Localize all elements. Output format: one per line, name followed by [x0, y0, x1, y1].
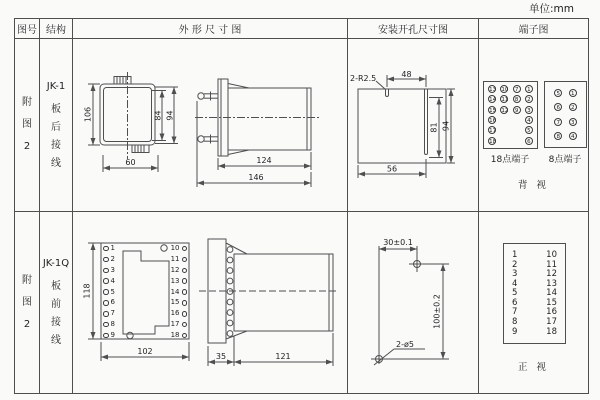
header-structure: 结构: [40, 19, 73, 39]
structure-row1: [40, 39, 73, 212]
terminal-cell-row1: [479, 39, 589, 212]
terminal-18pt-grid: [484, 82, 537, 148]
terminal-pin: 14: [489, 97, 497, 104]
dim-124: 124: [256, 156, 272, 165]
terminal-dot-icon: [103, 322, 109, 328]
dim-146: 146: [248, 173, 264, 182]
header-terminal-diagram: 端子图: [479, 19, 589, 39]
unit-label: 单位:mm: [529, 3, 574, 15]
terminal-pin: 9: [513, 106, 521, 114]
structure-char: 接: [51, 317, 61, 328]
outline-cell-row2: [73, 212, 348, 394]
terminal-pin: 18: [171, 332, 187, 339]
dim-94: 94: [165, 110, 175, 121]
model-label: JK-1Q: [42, 258, 70, 269]
structure-char: 线: [51, 157, 61, 169]
terminal-8pt-label: 8点端子: [548, 155, 582, 165]
dim-48: 48: [401, 70, 412, 79]
terminal-dot-icon: [182, 246, 188, 252]
header-mounting-dims: 安装开孔尺寸图: [348, 19, 479, 39]
structure-char: 接: [51, 139, 61, 151]
dim-35: 35: [215, 352, 227, 361]
mounting-cell-row2: [348, 212, 479, 394]
terminal-dot-icon: [103, 246, 109, 252]
fig-char: 2: [23, 318, 31, 330]
structure-char: 前: [51, 299, 61, 310]
terminal-pin: 5: [103, 289, 115, 296]
terminal-pin: 9: [512, 326, 518, 337]
terminal-pin: 8: [512, 316, 518, 327]
terminal-pin: 13: [546, 278, 557, 289]
terminal-pin: 10: [171, 245, 187, 252]
terminal-dot-icon: [182, 311, 188, 317]
terminal-pin: 14: [171, 289, 187, 296]
structure-row2: [40, 212, 73, 394]
terminal-dot-icon: [103, 278, 109, 284]
terminal-pin: 9: [103, 332, 115, 339]
terminal-pin: 3: [569, 118, 577, 126]
terminal-dot-icon: [182, 268, 188, 274]
terminal-left-column: [512, 251, 517, 336]
terminal-pin: 1: [525, 85, 533, 93]
terminal-18pt-front-box: [503, 243, 566, 344]
holes-diameter-label: 2-ø5: [396, 340, 414, 349]
outline-cell-row1: [73, 39, 348, 212]
terminal-pin: 12: [171, 267, 187, 274]
terminal-pin: 4: [525, 116, 533, 124]
spec-table: [14, 18, 589, 394]
terminal-pin: 7: [103, 310, 115, 317]
terminal-pin: 16: [546, 307, 557, 318]
terminal-dot-icon: [182, 300, 188, 306]
terminal-pin: 1: [569, 89, 577, 97]
terminal-pin: 17: [171, 321, 187, 328]
terminal-8pt-box: [544, 81, 587, 148]
terminal-pin: 6: [525, 137, 533, 145]
dim-118: 118: [82, 283, 92, 299]
terminal-pin: 4: [512, 278, 518, 289]
terminal-dot-icon: [103, 333, 109, 339]
terminal-pin: 5: [512, 288, 518, 299]
terminal-dot-icon: [103, 289, 109, 295]
structure-char: 后: [51, 121, 61, 133]
terminal-pin: 10: [546, 250, 557, 260]
fig-char: 附: [22, 274, 32, 286]
dim-84: 84: [153, 110, 163, 121]
terminal-pin: 10: [501, 87, 509, 94]
terminal-pin: 7: [513, 85, 521, 93]
terminal-dot-icon: [103, 300, 109, 306]
terminal-pin: 7: [554, 118, 562, 126]
dim-100: 100±0.2: [432, 294, 442, 329]
fig-char: 图: [22, 119, 32, 130]
terminal-pin: 11: [171, 256, 187, 263]
terminal-pin: 8: [513, 95, 521, 103]
terminal-pin: 7: [512, 307, 518, 318]
terminal-dot-icon: [182, 278, 188, 284]
terminal-pin: 4: [103, 278, 115, 285]
terminal-pin: 6: [554, 103, 562, 111]
mounting-drawing-jk1q: [348, 212, 478, 393]
structure-char: 板: [51, 281, 61, 292]
slot-radius-label: 2-R2.5: [350, 74, 377, 83]
terminal-pin: 16: [489, 118, 497, 125]
terminal-dot-icon: [103, 268, 109, 274]
terminal-pin: 3: [512, 269, 518, 280]
dim-106: 106: [83, 106, 93, 123]
terminal-pin: 6: [103, 299, 115, 306]
dim-94: 94: [441, 120, 451, 132]
terminal-pin: 16: [171, 310, 187, 317]
front-view-label: 正 视: [517, 362, 550, 373]
model-label: JK-1: [46, 80, 66, 92]
terminal-pin: 13: [171, 278, 187, 285]
terminal-pin: 17: [489, 128, 497, 135]
header-outline-dims: 外 形 尺 寸 图: [73, 19, 348, 39]
terminal-pin: 1: [103, 245, 115, 252]
dim-30: 30±0.1: [383, 238, 413, 247]
terminal-pin: 6: [512, 297, 518, 308]
terminal-pin: 12: [501, 107, 509, 114]
terminal-pin: 12: [546, 269, 557, 280]
terminal-pin: 3: [103, 267, 115, 274]
terminal-pin: 15: [546, 297, 557, 308]
terminal-pin: 17: [546, 316, 557, 327]
terminal-pin: 2: [103, 256, 115, 263]
terminal-pin: 2: [569, 103, 577, 111]
terminal-pin: 11: [501, 97, 509, 104]
terminal-right-column: [546, 251, 557, 336]
structure-char: 板: [51, 103, 61, 115]
terminal-dot-icon: [182, 333, 188, 339]
terminal-dot-icon: [182, 257, 188, 263]
terminal-pin: 18: [546, 326, 557, 337]
terminal-pin: 8: [554, 132, 562, 140]
terminal-pin: 2: [512, 259, 518, 270]
fig-char: 附: [22, 97, 32, 108]
dim-60: 60: [125, 158, 136, 167]
terminal-18pt-label: 18点端子: [490, 155, 530, 165]
outline-drawing-jk1: [73, 39, 347, 211]
terminal-pin: 2: [525, 95, 533, 103]
terminal-cell-row2: [479, 212, 589, 394]
terminal-pin: 13: [489, 87, 497, 94]
fig-no-row1: [15, 39, 40, 212]
dim-81: 81: [429, 122, 439, 133]
terminal-pin: 8: [103, 321, 115, 328]
terminal-dot-icon: [182, 289, 188, 295]
dim-102: 102: [137, 347, 153, 356]
fig-no-row2: [15, 212, 40, 394]
terminal-pin: 4: [569, 132, 577, 140]
structure-char: 线: [51, 335, 61, 346]
terminal-dot-icon: [103, 311, 109, 317]
terminal-pin: 3: [525, 106, 533, 114]
front-view-right-terminals: [168, 245, 187, 339]
terminal-pin: 5: [554, 89, 562, 97]
terminal-pin: 5: [525, 126, 533, 134]
mounting-cell-row1: [348, 39, 479, 212]
fig-char: 图: [22, 296, 32, 308]
dim-121: 121: [275, 352, 291, 361]
terminal-18pt-box: [483, 81, 538, 149]
terminal-pin: 15: [489, 107, 497, 114]
dim-56: 56: [386, 164, 398, 174]
terminal-pin: 18: [489, 138, 497, 145]
front-view-left-terminals: [103, 245, 115, 339]
terminal-8pt-grid: [545, 82, 586, 147]
terminal-pin: 1: [512, 250, 518, 260]
mounting-drawing-jk1: [348, 39, 478, 211]
rear-view-label: 背 视: [517, 180, 550, 191]
terminal-pin: 14: [546, 288, 557, 299]
header-fig-no: 图号: [15, 19, 40, 39]
terminal-dot-icon: [182, 322, 188, 328]
terminal-pin: 15: [171, 299, 187, 306]
terminal-dot-icon: [103, 257, 109, 263]
terminal-pin: 11: [546, 259, 557, 270]
fig-char: 2: [23, 141, 31, 152]
